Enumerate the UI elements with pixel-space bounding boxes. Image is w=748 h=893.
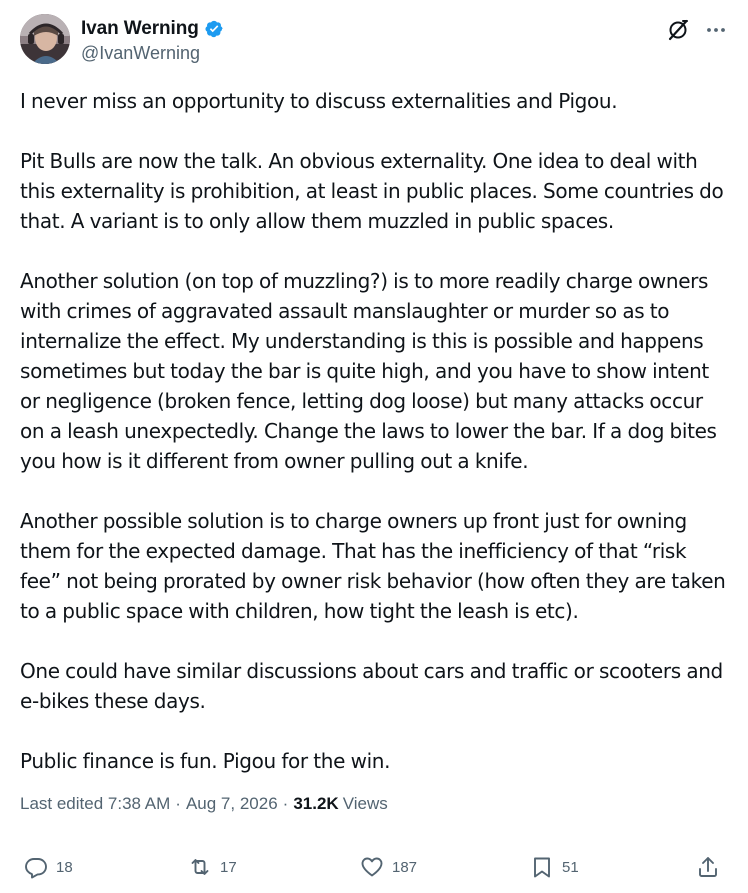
- share-button[interactable]: [696, 855, 720, 879]
- views-count[interactable]: 31.2K: [293, 794, 339, 813]
- reply-button[interactable]: [24, 855, 73, 879]
- top-actions: [666, 18, 728, 42]
- meta-separator: ·: [282, 794, 289, 813]
- reply-count: 18: [56, 858, 73, 876]
- post-header: [20, 14, 728, 66]
- display-name-row: [81, 16, 224, 42]
- bookmark-count: 51: [562, 858, 579, 876]
- share-icon: [696, 855, 720, 879]
- repost-icon: [188, 855, 212, 879]
- avatar-image: [20, 14, 70, 64]
- views-label: Views: [342, 794, 388, 813]
- post-paragraph: Public finance is fun. Pigou for the win.: [20, 749, 391, 773]
- edited-timestamp[interactable]: Last edited 7:38 AM: [20, 794, 171, 813]
- repost-count: 17: [220, 858, 237, 876]
- display-name[interactable]: Ivan Werning: [81, 18, 199, 39]
- bookmark-icon: [530, 855, 554, 879]
- post-paragraph: I never miss an opportunity to discuss externalities and Pigou.: [20, 89, 618, 113]
- post-paragraph: Another possible solution is to charge owners up front just for owning them for the expected damage. That has the inefficiency of that “risk fee” not being prorated by owner risk behavior (how often they are taken to a public space with children, how tight the leash is etc).: [20, 509, 726, 623]
- post-text: [20, 86, 732, 776]
- repost-button[interactable]: [188, 855, 237, 879]
- avatar[interactable]: [20, 14, 70, 64]
- like-icon: [360, 855, 384, 879]
- grok-icon[interactable]: [666, 18, 690, 42]
- author-names: [81, 16, 224, 64]
- meta-separator: ·: [175, 794, 181, 813]
- post-meta: [20, 794, 388, 814]
- post-paragraph: Pit Bulls are now the talk. An obvious externality. One idea to deal with this externality is prohibition, at least in public places. Some countries do that. A variant is to only allow them muzzled in public spaces.: [20, 149, 724, 233]
- post-date[interactable]: Aug 7, 2026: [185, 794, 278, 813]
- post-paragraph: One could have similar discussions about cars and traffic or scooters and e-bikes these days.: [20, 659, 723, 713]
- action-bar: [24, 855, 724, 885]
- reply-icon: [24, 855, 48, 879]
- post-paragraph: Another solution (on top of muzzling?) is to more readily charge owners with crimes of aggravated assault manslaughter or murder so as to internalize the effect. My understanding is this is possible and happens sometimes but today the bar is quite high, and you have to show intent or negligence (broken fence, letting dog loose) but many attacks occur on a leash unexpectedly. Change the laws to lower the bar. If a dog bites you how is it different from owner pulling out a knife.: [20, 269, 717, 473]
- author-handle[interactable]: @IvanWerning: [81, 43, 200, 63]
- more-icon[interactable]: [704, 18, 728, 42]
- like-button[interactable]: [360, 855, 417, 879]
- bookmark-button[interactable]: [530, 855, 579, 879]
- like-count: 187: [392, 858, 418, 876]
- verified-badge-icon[interactable]: [204, 19, 224, 39]
